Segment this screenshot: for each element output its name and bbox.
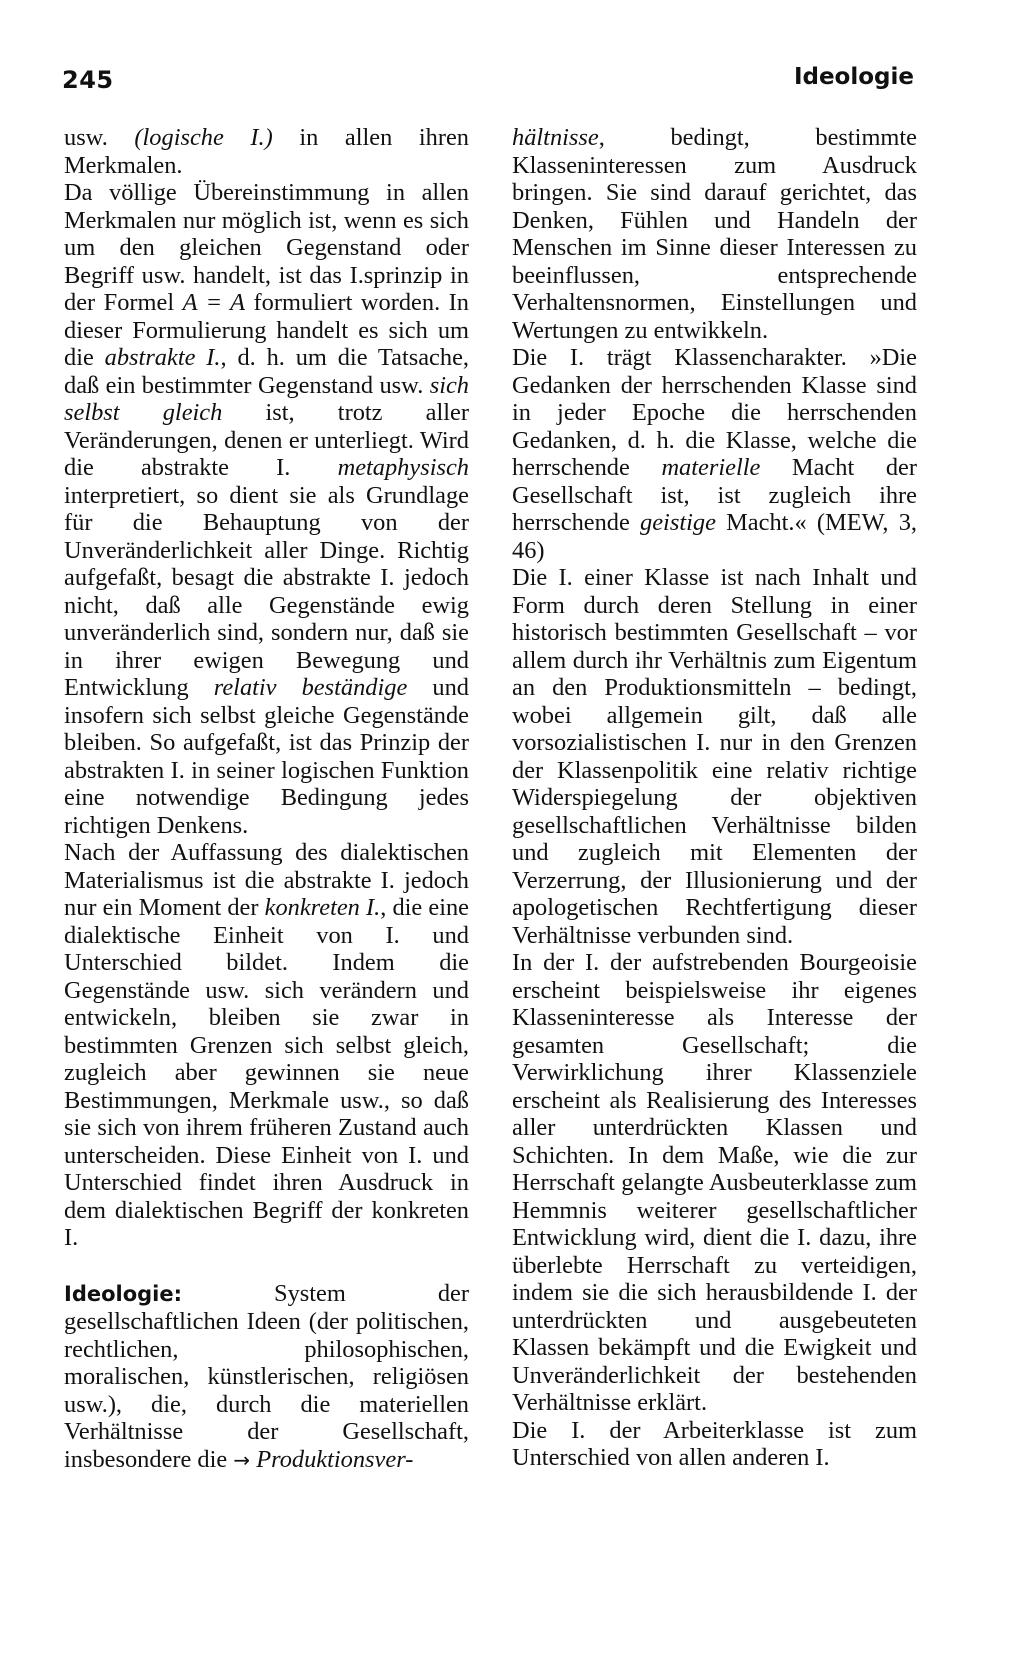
- text-run: , d. h. um die Tatsache, daß ein bestimmter Gegenstand usw.: [64, 344, 469, 399]
- entry-ideologie: [64, 1280, 469, 1475]
- left-column: [64, 124, 469, 1474]
- text-run: usw.: [64, 124, 135, 151]
- text-run: formuliert worden. In dieser Formulierung handelt es sich um die: [64, 289, 470, 371]
- paragraph-arbeiterklasse: [512, 1417, 917, 1472]
- italic-term: abstrakte I.: [104, 344, 221, 371]
- text-run: ist, trotz aller Veränderungen, denen er unterliegt. Wird die abstrakte I.: [64, 399, 469, 481]
- page-number: 245: [62, 66, 114, 94]
- text-run: Die I. einer Klasse ist nach Inhalt und Form durch deren Stellung in einer historisch bestimmten Gesellschaft – vor allem durch ihr Verhältnis zum Eigentum an den Produktionsmitteln – bedingt, wobei allgemein gilt, daß alle vorsozialistischen I. nur in den Grenzen der Klassenpolitik eine relativ richtige Widerspiegelung der objektiven gesellschaftlichen Verhältnisse bilden und zugleich mit Elementen der Verzerrung, der Illusionierung und der apologetischen Rechtfertigung dieser Verhältnisse verbunden sind.: [512, 564, 917, 949]
- text-run: interpretiert, so dient sie als Grundlage für die Behauptung von der Unveränderlichkeit aller Dinge. Richtig aufgefaßt, besagt die abstrakte I. jedoch nicht, daß alle Gegenstände ewig unveränderlich sind, sondern nur, daß sie in ihrer ewigen Bewegung und Entwicklung: [64, 481, 469, 701]
- entry-lemma: Ideologie:: [64, 1281, 183, 1306]
- text-run: Macht der Gesellschaft ist, ist zugleich ihre herrschende: [512, 454, 917, 536]
- italic-formula: A = A: [182, 289, 246, 316]
- italic-term: metaphysisch: [337, 454, 469, 481]
- text-run: , die eine dialektische Einheit von I. und Unterschied bildet. Indem die Gegenstände usw. sich verändern und entwickeln, bleiben sie zwar in bestimmten Grenzen sich selbst gleich, zugleich aber gewinnen sie neue Bestimmungen, Merkmale usw., so daß sie sich von ihrem früheren Zustand auch unterscheiden. Diese Einheit von I. und Unterschied findet ihren Ausdruck in dem dialektischen Begriff der konkreten I.: [64, 894, 470, 1251]
- running-head: Ideologie: [793, 64, 914, 90]
- cross-reference-arrow-icon: →: [233, 1447, 251, 1472]
- paragraph-logische-identitaet: [64, 124, 469, 179]
- text-run: System der gesellschaftlichen Ideen (der politischen, rechtlichen, philosophischen, moralischen, künstlerischen, religiösen usw.), die, durch die materiellen Verhältnisse der Gesellschaft, insbesondere die: [64, 1279, 469, 1473]
- italic-term: geistige: [640, 509, 716, 536]
- paragraph-ideologie-definition: [512, 124, 917, 344]
- text-run: in allen ihren Merkmalen.: [64, 124, 469, 179]
- italic-term: konkreten I.: [264, 894, 381, 921]
- text-run: und insofern sich selbst gleiche Gegenstände bleiben. So aufgefaßt, ist das Prinzip der abstrakten I. in seiner logischen Funktion eine notwendige Bedingung jedes richtigen Denkens.: [64, 674, 469, 839]
- paragraph-klasse-inhalt-form: [512, 564, 917, 949]
- italic-term: sich selbst gleich: [64, 371, 469, 426]
- italic-term: (logische I.): [134, 124, 273, 151]
- text-run: Da völlige Übereinstimmung in allen Merkmalen nur möglich ist, wenn es sich um den gleichen Gegenstand oder Begriff usw. handelt, ist das I.sprinzip in der Formel: [64, 179, 469, 316]
- italic-term: relativ beständige: [213, 674, 408, 701]
- paragraph-abstrakte-identitaet: [64, 179, 469, 839]
- paragraph-konkrete-identitaet: [64, 839, 469, 1252]
- cross-reference-term: Produktionsver-: [250, 1445, 414, 1473]
- text-run: Die I. trägt Klassencharakter. »Die Gedanken der herrschenden Klasse sind in jeder Epoche die herrschenden Gedanken, d. h. die Klasse, welche die herrschende: [512, 344, 917, 481]
- text-run: , bedingt, bestimmte Klasseninteressen zum Ausdruck bringen. Sie sind darauf gerichtet, das Denken, Fühlen und Handeln der Menschen im Sinne dieser Interessen zu beeinflussen, entsprechende Verhaltensnormen, Einstellungen und Wertungen zu entwikkeln.: [512, 124, 917, 344]
- text-run: Die I. der Arbeiterklasse ist zum Unterschied von allen anderen I.: [512, 1416, 917, 1471]
- text-run: Nach der Auffassung des dialektischen Materialismus ist die abstrakte I. jedoch nur ein Moment der: [64, 839, 469, 921]
- paragraph-klassencharakter: [512, 344, 917, 564]
- text-run: Macht.« (MEW, 3, 46): [512, 509, 917, 564]
- italic-term: materielle: [661, 454, 761, 481]
- text-run: In der I. der aufstrebenden Bourgeoisie erscheint beispielsweise ihr eigenes Klasseninteresse als Interesse der gesamten Gesellschaft; die Verwirklichung ihrer Klassenziele erscheint als Realisierung des Interesses aller unterdrückten Klassen und Schichten. In dem Maße, wie die zur Herrschaft gelangte Ausbeuterklasse zum Hemmnis weiterer gesellschaftlicher Entwicklung wird, dient die I. dazu, ihre überlebte Herrschaft zu verteidigen, indem sie die sich herausbildende I. der unterdrückten und ausgebeuteten Klassen bekämpft und die Ewigkeit und Unveränderlichkeit der bestehenden Verhältnisse erklärt.: [512, 949, 917, 1416]
- cross-reference-term: hältnisse: [512, 124, 599, 151]
- right-column: [512, 124, 917, 1472]
- paragraph-bourgeoisie: [512, 949, 917, 1417]
